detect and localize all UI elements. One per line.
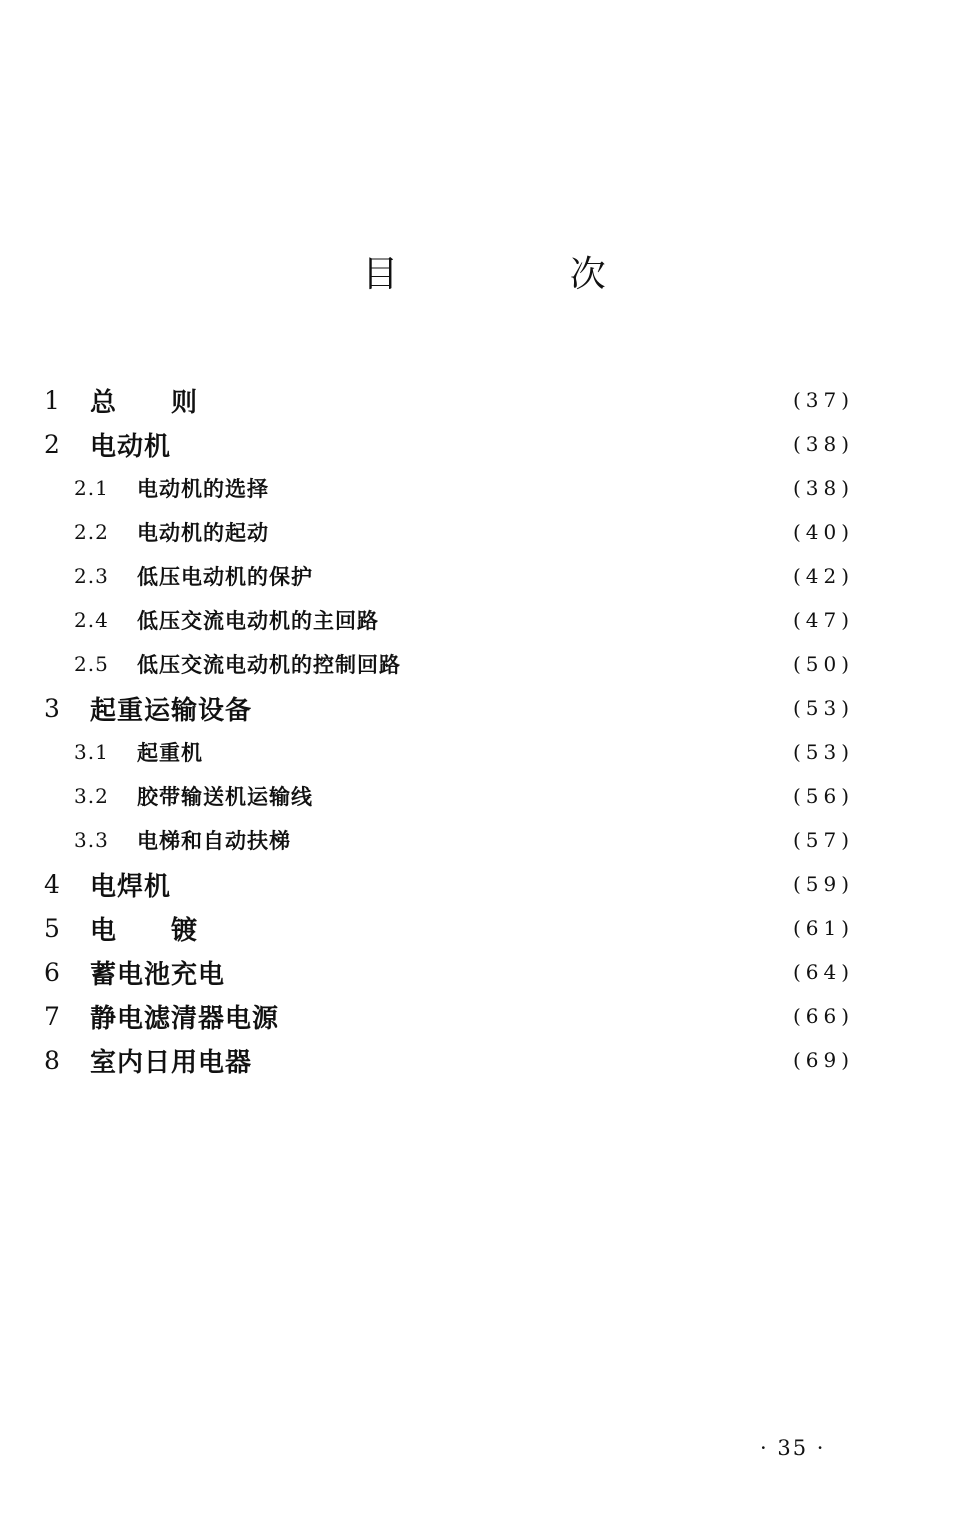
toc-entry-number: 8 — [44, 1045, 60, 1075]
toc-entry-page: (50) — [793, 652, 855, 676]
toc-entry-number: 2.4 — [74, 608, 109, 632]
toc-entry-number: 1 — [44, 385, 60, 415]
toc-entry-label: 电焊机 — [90, 871, 172, 902]
toc-entry-label: 低压交流电动机的主回路 — [137, 608, 379, 633]
toc-entry-label: 起重机 — [137, 740, 203, 765]
toc-entry-number: 3.2 — [74, 784, 109, 808]
toc-entry-page: (47) — [793, 608, 855, 632]
toc-entry-label: 电 镀 — [90, 915, 199, 946]
toc-entry-number: 2.3 — [74, 564, 109, 588]
toc-entry-label: 电动机的起动 — [137, 520, 269, 545]
toc-entry-label: 胶带输送机运输线 — [137, 784, 313, 809]
toc-entry-label: 总 则 — [90, 387, 199, 418]
toc-entry-page: (40) — [793, 520, 855, 544]
page-number: · 35 · — [760, 1436, 826, 1460]
toc-entry-number: 3.3 — [74, 828, 109, 852]
toc-entry-label: 起重运输设备 — [90, 695, 253, 726]
toc-entry-page: (42) — [793, 564, 855, 588]
toc-entry-page: (61) — [793, 916, 855, 940]
toc-entry-page: (66) — [793, 1004, 855, 1028]
toc-entry-label: 静电滤清器电源 — [90, 1003, 280, 1034]
toc-entry-page: (69) — [793, 1048, 855, 1072]
toc-entry-number: 6 — [44, 957, 60, 987]
toc-entry-number: 2.5 — [74, 652, 109, 676]
toc-entry-number: 4 — [44, 869, 60, 899]
toc-entry-page: (57) — [793, 828, 855, 852]
page-title: 目 次 — [362, 254, 686, 295]
toc-entry-page: (53) — [793, 696, 855, 720]
toc-entry-number: 3.1 — [74, 740, 109, 764]
toc-entry-number: 7 — [44, 1001, 60, 1031]
toc-entry-page: (38) — [793, 476, 855, 500]
toc-entry-number: 2.2 — [74, 520, 109, 544]
toc-entry-label: 蓄电池充电 — [90, 959, 226, 990]
toc-entry-number: 2.1 — [74, 476, 109, 500]
toc-entry-number: 5 — [44, 913, 60, 943]
toc-entry-page: (64) — [793, 960, 855, 984]
toc-entry-page: (38) — [793, 432, 855, 456]
toc-entry-number: 2 — [44, 429, 60, 459]
toc-entry-label: 电动机 — [90, 431, 172, 462]
toc-entry-page: (59) — [793, 872, 855, 896]
toc-entry-label: 电梯和自动扶梯 — [137, 828, 291, 853]
toc-entry-label: 低压交流电动机的控制回路 — [137, 652, 401, 677]
toc-entry-page: (56) — [793, 784, 855, 808]
toc-entry-page: (53) — [793, 740, 855, 764]
toc-entry-number: 3 — [44, 693, 60, 723]
toc-entry-label: 电动机的选择 — [137, 476, 269, 501]
toc-entry-label: 室内日用电器 — [90, 1047, 253, 1078]
toc-entry-page: (37) — [793, 388, 855, 412]
toc-entry-label: 低压电动机的保护 — [137, 564, 313, 589]
